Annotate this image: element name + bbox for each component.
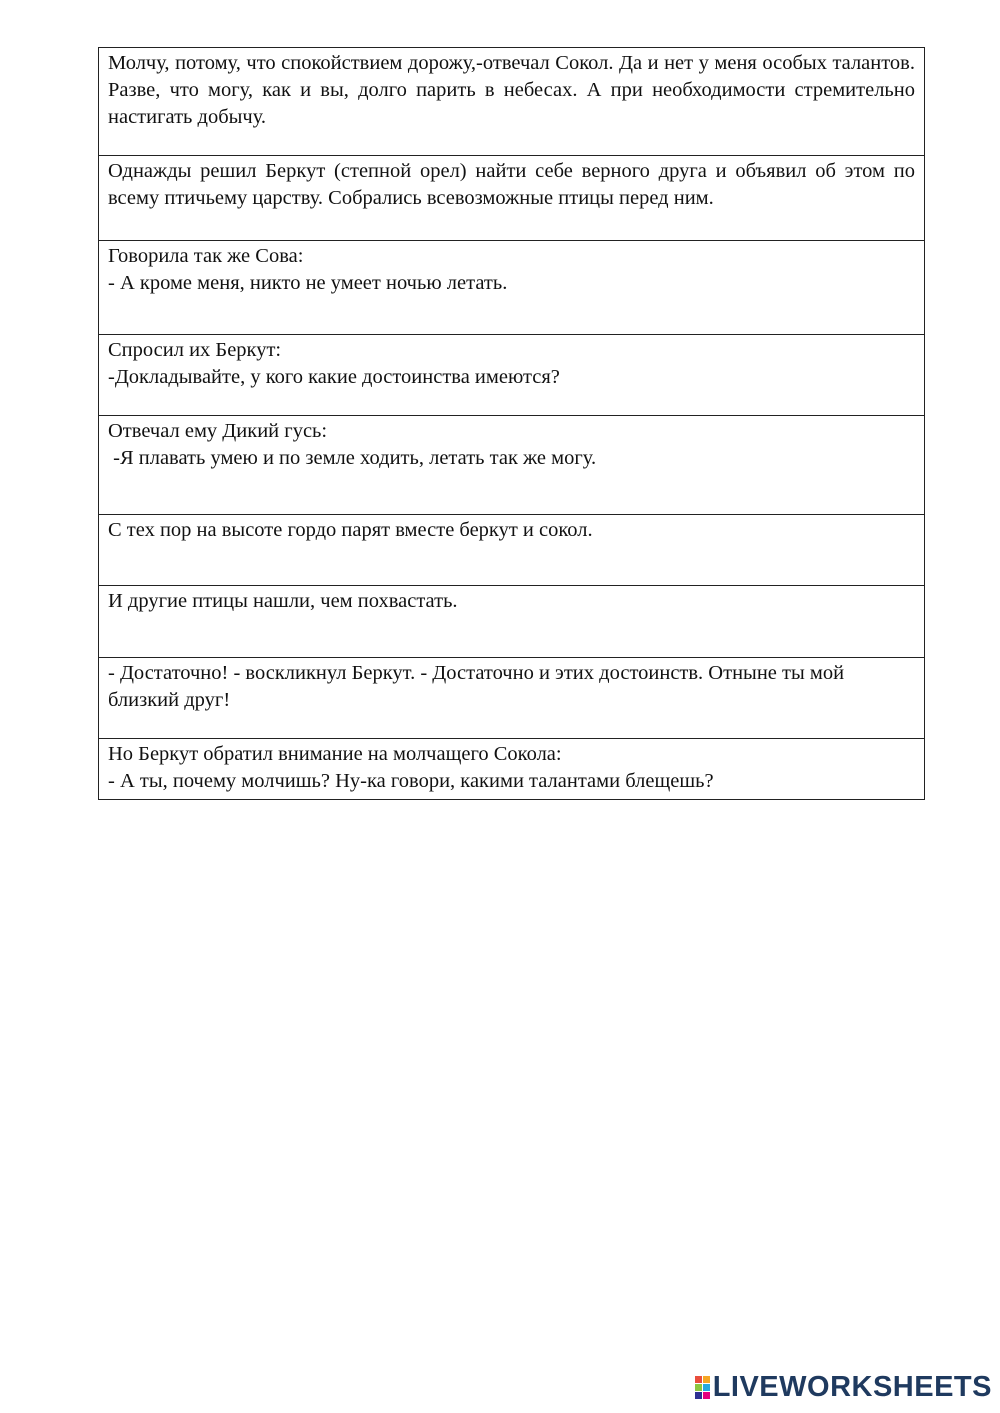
logo-square <box>703 1376 710 1383</box>
table-row[interactable] <box>99 658 925 739</box>
table-row[interactable] <box>99 241 925 335</box>
sentence-cell[interactable] <box>99 48 925 156</box>
sentence-cell[interactable] <box>99 658 925 739</box>
cell-text: Отвечал ему Дикий гусь: <box>108 420 328 442</box>
cell-text: С тех пор на высоте гордо парят вместе беркут и сокол. <box>108 519 593 541</box>
cell-text: Спросил их Беркут: <box>108 339 282 361</box>
table-row[interactable] <box>99 156 925 241</box>
table-row[interactable] <box>99 416 925 515</box>
sentence-cell[interactable] <box>99 515 925 586</box>
cell-text: -Я плавать умею и по земле ходить, летать так же могу. <box>108 447 597 469</box>
table-row[interactable] <box>99 48 925 156</box>
sentence-cell[interactable] <box>99 586 925 658</box>
cell-text: Молчу, потому, что спокойствием дорожу,-отвечал Сокол. Да и нет у меня особых талантов. Разве, что могу, как и вы, долго парить в небесах. А при необходимости стремительно настигать добычу. <box>108 52 915 128</box>
logo-square <box>695 1392 702 1399</box>
cell-text: Однажды решил Беркут (степной орел) найти себе верного друга и объявил об этом по всему птичьему царству. Собрались всевозможные птицы перед ним. <box>108 160 915 209</box>
cell-text: - А ты, почему молчишь? Ну-ка говори, какими талантами блещешь? <box>108 770 714 792</box>
sentence-cell[interactable] <box>99 416 925 515</box>
sentence-cell[interactable] <box>99 335 925 416</box>
logo-mark-icon <box>695 1376 710 1399</box>
cell-text: -Докладывайте, у кого какие достоинства имеются? <box>108 366 560 388</box>
liveworksheets-logo <box>695 1367 992 1407</box>
cell-text: И другие птицы нашли, чем похвастать. <box>108 590 458 612</box>
logo-square <box>703 1392 710 1399</box>
cell-text: - А кроме меня, никто не умеет ночью летать. <box>108 272 508 294</box>
logo-square <box>695 1384 702 1391</box>
table-row[interactable] <box>99 515 925 586</box>
sentence-cell[interactable] <box>99 156 925 241</box>
logo-square <box>703 1384 710 1391</box>
sentence-cell[interactable] <box>99 739 925 800</box>
cell-text: Говорила так же Сова: <box>108 245 304 267</box>
cell-text: Но Беркут обратил внимание на молчащего Сокола: <box>108 743 562 765</box>
logo-square <box>695 1376 702 1383</box>
logo-text: LIVEWORKSHEETS <box>712 1370 992 1403</box>
table-row[interactable] <box>99 739 925 800</box>
cell-text: - Достаточно! - воскликнул Беркут. - Достаточно и этих достоинств. Отныне ты мой близкий друг! <box>108 662 845 711</box>
sentence-cell[interactable] <box>99 241 925 335</box>
table-row[interactable] <box>99 335 925 416</box>
story-sentences-table <box>98 47 925 800</box>
table-row[interactable] <box>99 586 925 658</box>
